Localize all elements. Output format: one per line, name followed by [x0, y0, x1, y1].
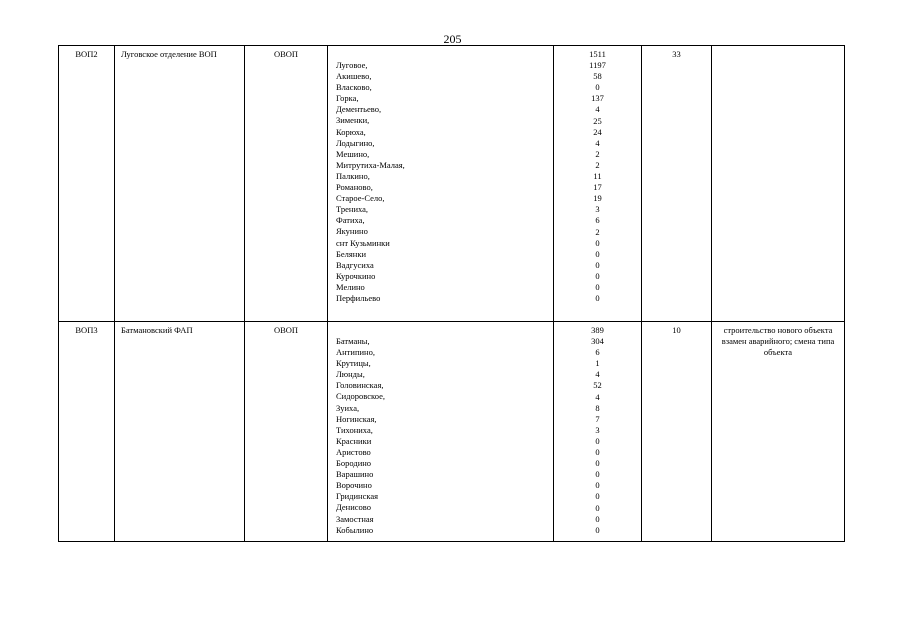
- table-row: [59, 322, 845, 542]
- settlement-name: Лодыгино,: [336, 137, 375, 148]
- facility-name: Батмановский ФАП: [115, 322, 245, 542]
- staff-count: 33: [642, 46, 712, 322]
- settlement-name: Антипино,: [336, 347, 375, 358]
- settlement-population: 0: [595, 458, 600, 469]
- settlement-population: 24: [593, 126, 602, 137]
- settlement-population: 0: [595, 248, 600, 259]
- settlement-population: 2: [595, 148, 600, 159]
- settlement-name: Бородино: [336, 458, 372, 469]
- settlement-population: 25: [593, 115, 602, 126]
- settlement-name: Луговое,: [336, 60, 368, 70]
- facility-table: [58, 45, 845, 542]
- settlement-name: Ногинская,: [336, 413, 377, 424]
- settlement-population: 4: [595, 104, 600, 115]
- settlement-population: 0: [595, 270, 600, 281]
- settlement-population: 0: [595, 82, 600, 93]
- settlement-name: Власково,: [336, 82, 372, 93]
- settlement-name: Зуиха,: [336, 402, 360, 413]
- settlement-population: 0: [595, 237, 600, 248]
- settlement-name: Романово,: [336, 182, 373, 193]
- settlement-name: Батманы,: [336, 336, 370, 346]
- settlement-name: Кобылино: [336, 524, 374, 535]
- settlement-name: Митрутиха-Малая,: [336, 159, 405, 170]
- settlement-population: 7: [595, 413, 600, 424]
- settlement-name: Старое-Село,: [336, 193, 385, 204]
- settlement-name: Горка,: [336, 93, 359, 104]
- settlement-population: 4: [595, 391, 600, 402]
- settlement-name: Ворочино: [336, 480, 372, 491]
- settlement-population: 0: [595, 469, 600, 480]
- settlement-name: Головинская,: [336, 380, 384, 391]
- settlement-name: Варашино: [336, 469, 374, 480]
- page-number: 205: [443, 32, 462, 46]
- note-text: строительство нового объекта взамен аварийного; смена типа объекта: [712, 322, 845, 542]
- settlement-population: 1: [595, 358, 600, 369]
- settlement-population: 6: [595, 215, 600, 226]
- settlement-name: снт Кузьминки: [336, 237, 390, 248]
- settlement-name: Люнды,: [336, 369, 365, 380]
- population-list: [554, 322, 642, 542]
- note-text: [712, 46, 845, 322]
- settlement-population: 0: [595, 502, 600, 513]
- settlement-population: 0: [595, 447, 600, 458]
- settlement-name: Перфильево: [336, 292, 381, 303]
- facility-type: ОВОП: [245, 46, 328, 322]
- settlement-name: Аристово: [336, 446, 371, 457]
- settlement-name: Трениха,: [336, 204, 369, 215]
- settlement-population: 2: [595, 159, 600, 170]
- settlement-population: 0: [595, 259, 600, 270]
- population-list: [554, 46, 642, 322]
- settlement-population: 8: [595, 402, 600, 413]
- settlement-population: 0: [595, 524, 600, 535]
- settlement-population: 137: [591, 93, 604, 104]
- settlement-name: Тихониха,: [336, 424, 373, 435]
- settlement-name: Крутицы,: [336, 358, 371, 369]
- settlement-name: Сидоровское,: [336, 391, 385, 402]
- settlement-population: 0: [595, 293, 600, 304]
- facility-code: ВОП3: [59, 322, 115, 542]
- settlement-name: Мешино,: [336, 148, 370, 159]
- staff-count: 10: [642, 322, 712, 542]
- settlement-population: 17: [593, 182, 602, 193]
- settlement-list: [328, 322, 554, 542]
- settlement-population: 58: [593, 71, 602, 82]
- settlement-name: Акишево,: [336, 71, 372, 82]
- table-row: [59, 46, 845, 322]
- settlement-population: 0: [595, 513, 600, 524]
- settlement-population: 3: [595, 424, 600, 435]
- settlement-name: Якунино: [336, 226, 368, 237]
- total-population: 389: [591, 325, 604, 335]
- settlement-population: 4: [595, 369, 600, 380]
- settlement-name: Вадгусиха: [336, 259, 374, 270]
- settlement-name: Курочкино: [336, 270, 376, 281]
- settlement-name: Зименки,: [336, 115, 370, 126]
- facility-name: Луговское отделение ВОП: [115, 46, 245, 322]
- settlement-population: 2: [595, 226, 600, 237]
- settlement-list: [328, 46, 554, 322]
- settlement-name: Корюха,: [336, 126, 366, 137]
- settlement-population: 0: [595, 435, 600, 446]
- settlement-population: 3: [595, 204, 600, 215]
- settlement-population: 304: [591, 336, 604, 347]
- settlement-name: Дементьево,: [336, 104, 382, 115]
- settlement-name: Мелино: [336, 281, 365, 292]
- settlement-name: Белянки: [336, 248, 367, 259]
- settlement-name: Денисово: [336, 502, 372, 513]
- settlement-population: 52: [593, 380, 602, 391]
- settlement-name: Палкино,: [336, 170, 370, 181]
- settlement-population: 11: [593, 171, 602, 182]
- settlement-name: Красники: [336, 435, 372, 446]
- settlement-population: 0: [595, 491, 600, 502]
- settlement-population: 1197: [589, 60, 606, 71]
- settlement-population: 6: [595, 347, 600, 358]
- settlement-population: 19: [593, 193, 602, 204]
- settlement-name: Замостная: [336, 513, 374, 524]
- settlement-name: Фатиха,: [336, 215, 365, 226]
- settlement-population: 0: [595, 281, 600, 292]
- settlement-population: 0: [595, 480, 600, 491]
- total-population: 1511: [589, 49, 606, 59]
- facility-type: ОВОП: [245, 322, 328, 542]
- facility-code: ВОП2: [59, 46, 115, 322]
- settlement-name: Гридинская: [336, 491, 379, 502]
- settlement-population: 4: [595, 137, 600, 148]
